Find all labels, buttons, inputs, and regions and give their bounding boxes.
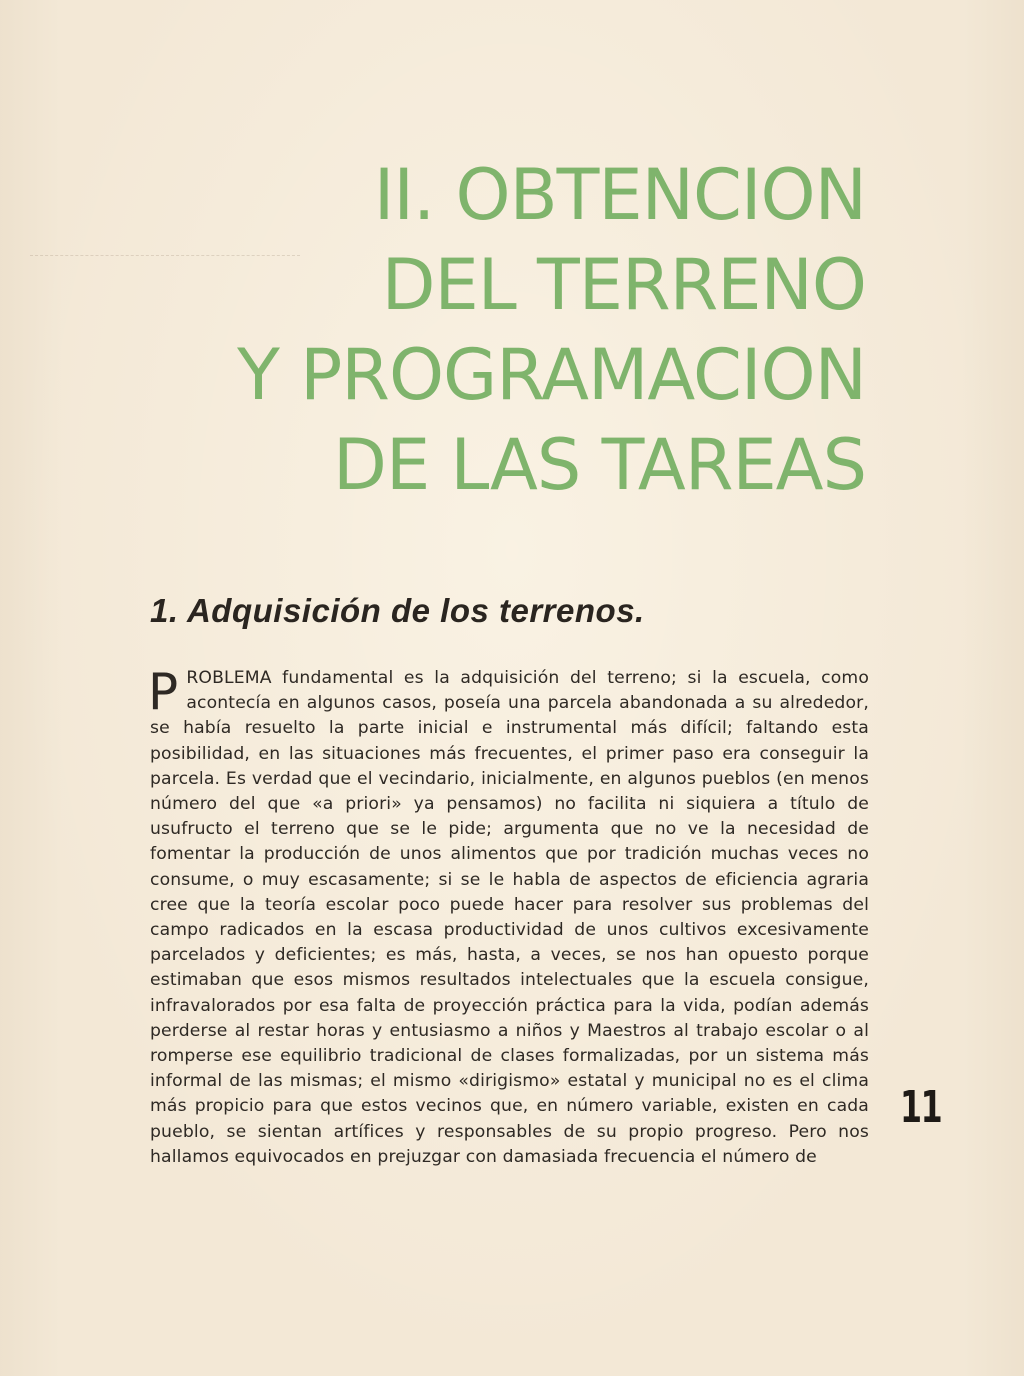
chapter-title-line: DEL TERRENO bbox=[381, 244, 866, 326]
chapter-title-line: II. OBTENCION bbox=[373, 154, 866, 236]
chapter-title bbox=[166, 150, 866, 510]
drop-cap: P bbox=[148, 663, 179, 721]
section-heading: 1. Adquisición de los terrenos. bbox=[150, 592, 645, 629]
page-number: 11 bbox=[900, 1082, 942, 1133]
paragraph-text: ROBLEMA fundamental es la adquisición del terreno; si la escuela, como acontecía en algunos casos, poseía una parcela abandonada a su alrededor, se había resuelto la parte inicial e instrumental más difícil; faltando esta posibilidad, en las situaciones más frecuentes, el primer paso era conseguir la parcela. Es verdad que el vecindario, inicialmente, en algunos pueblos (en menos número del que «a priori» ya pensamos) no facilita ni siquiera a título de usufructo el terreno que se le pide; argumenta que no ve la necesidad de fomentar la producción de unos alimentos que por tradición muchas veces no consume, o muy escasamente; si se le habla de aspectos de eficiencia agraria cree que la teoría escolar poco puede hacer para resolver sus problemas del campo radicados en la escasa productividad de unos cultivos excesivamente parcelados y deficientes; es más, hasta, a veces, se nos han opuesto porque estimaban que esos mismos resultados intelectuales que la escuela consigue, infravalorados por esa falta de proyección práctica para la vida, podían además perderse al restar horas y entusiasmo a niños y Maestros al trabajo escolar o al romperse ese equilibrio tradicional de clases formalizadas, por un sistema más informal de las mismas; el mismo «dirigismo» estatal y municipal no es el clima más propicio para que estos vecinos que, en número variable, existen en cada pueblo, se sientan artífices y responsables de su propio progreso. Pero nos hallamos equivocados en prejuzgar con damasiada frecuencia el número de bbox=[150, 668, 869, 1167]
chapter-title-line: DE LAS TAREAS bbox=[333, 424, 866, 506]
body-paragraph bbox=[148, 663, 869, 1170]
chapter-title-line: Y PROGRAMACION bbox=[237, 334, 866, 416]
